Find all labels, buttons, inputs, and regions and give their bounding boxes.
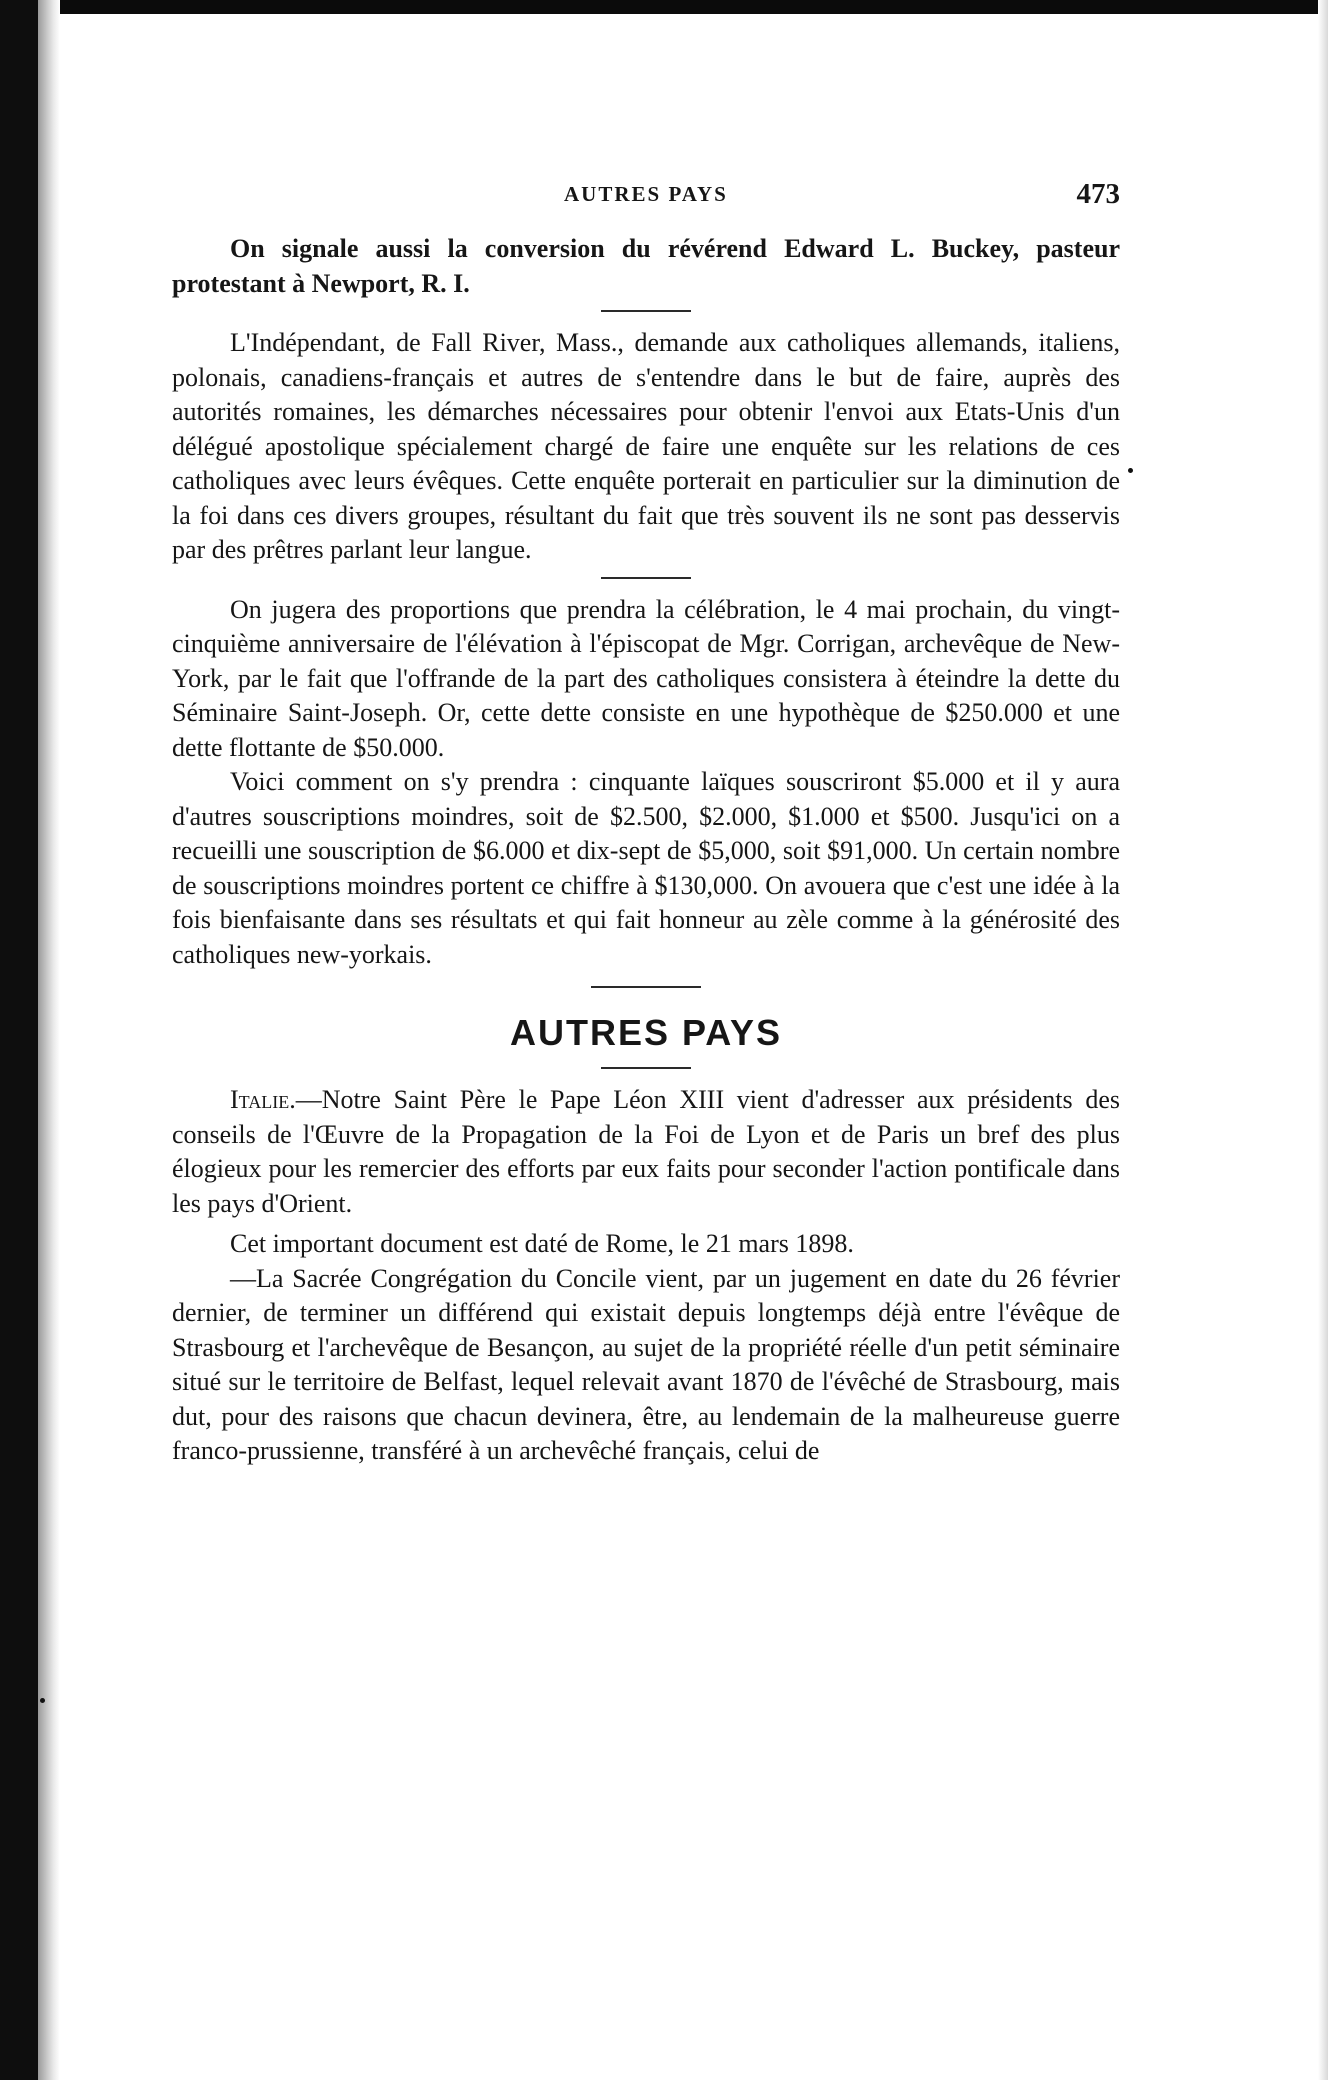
page-gutter-shadow: [38, 0, 60, 2080]
running-head-title: AUTRES PAYS: [564, 182, 728, 206]
ink-speck: [40, 1698, 45, 1703]
page-number: 473: [1076, 178, 1120, 210]
scan-top-border: [0, 0, 1328, 14]
paragraph-italie: [172, 1083, 1120, 1221]
separator-rule: [601, 310, 691, 312]
separator-rule: [591, 986, 701, 988]
paragraph-subscriptions: Voici comment on s'y prendra : cinquante laïques souscriront $5.000 et il y aura d'autres souscriptions moindres, soit de $2.500, $2.000, $1.000 et $500. Jusqu'ici on a recueilli une souscription de $6.000 et dix-sept de $5,000, soit $91,000. Un certain nombre de souscriptions moindres portent ce chiffre à $130,000. On avouera que c'est une idée à la fois bienfaisante dans ses résultats et qui fait honneur au zèle comme à la générosité des catholiques new-yorkais.: [172, 767, 1120, 969]
running-head: [172, 178, 1120, 218]
ink-speck: [1128, 468, 1133, 473]
paragraph-independant: L'Indépendant, de Fall River, Mass., demande aux catholiques allemands, italiens, polonais, canadiens-français et autres de s'entendre dans le but de faire, auprès des autorités romaines, les démarches nécessaires pour obtenir l'envoi aux Etats-Unis d'un délégué apostolique spécialement chargé de faire une enquête sur les relations de ces catholiques avec leurs évêques. Cette enquête porterait en particulier sur la diminution de la foi dans ces divers groupes, résultant du fait que très souvent ils ne sont pas desservis par des prêtres parlant leur langue.: [172, 328, 1120, 564]
scan-left-border: [0, 0, 38, 2080]
italie-text: —Notre Saint Père le Pape Léon XIII vient d'adresser aux présidents des conseils de l'Œuvre de la Propagation de la Foi de Lyon et de Paris un bref des plus élogieux pour les remercier des efforts par eux faits pour seconder l'action pontificale dans les pays d'Orient.: [172, 1085, 1120, 1218]
page-body: [172, 232, 1120, 1469]
section-heading: AUTRES PAYS: [509, 1012, 783, 1053]
book-page: [172, 178, 1120, 2038]
paragraph-corrigan-anniversary: On jugera des proportions que prendra la célébration, le 4 mai prochain, du vingt-cinquième anniversaire de l'élévation à l'épiscopat de Mgr. Corrigan, archevêque de New-York, par le fait que l'offrande de la part des catholiques consistera à éteindre la dette du Séminaire Saint-Joseph. Or, cette dette consiste en une hypothèque de $250.000 et une dette flottante de $50.000.: [172, 594, 1120, 762]
page-right-edge: [1318, 0, 1328, 2080]
separator-rule: [601, 1067, 691, 1069]
italie-label: Italie.: [230, 1085, 296, 1114]
paragraph-congregation-concile: —La Sacrée Congrégation du Concile vient, par un jugement en date du 26 février dernier, de terminer un différend qui existait depuis longtemps déjà entre l'évêque de Strasbourg et l'archevêque de Besançon, au sujet de la propriété réelle d'un petit séminaire situé sur le territoire de Belfast, lequel relevait avant 1870 de l'évêché de Strasbourg, mais dut, pour des raisons que chacun devinera, être, au lendemain de la malheureuse guerre franco-prussienne, transféré à un archevêché français, celui de: [172, 1263, 1120, 1465]
paragraph-document-date: Cet important document est daté de Rome, le 21 mars 1898.: [230, 1229, 854, 1258]
separator-rule: [601, 577, 691, 579]
paragraph-buckey-conversion: On signale aussi la conversion du révérend Edward L. Buckey, pasteur protestant à Newport, R. I.: [172, 234, 1120, 298]
